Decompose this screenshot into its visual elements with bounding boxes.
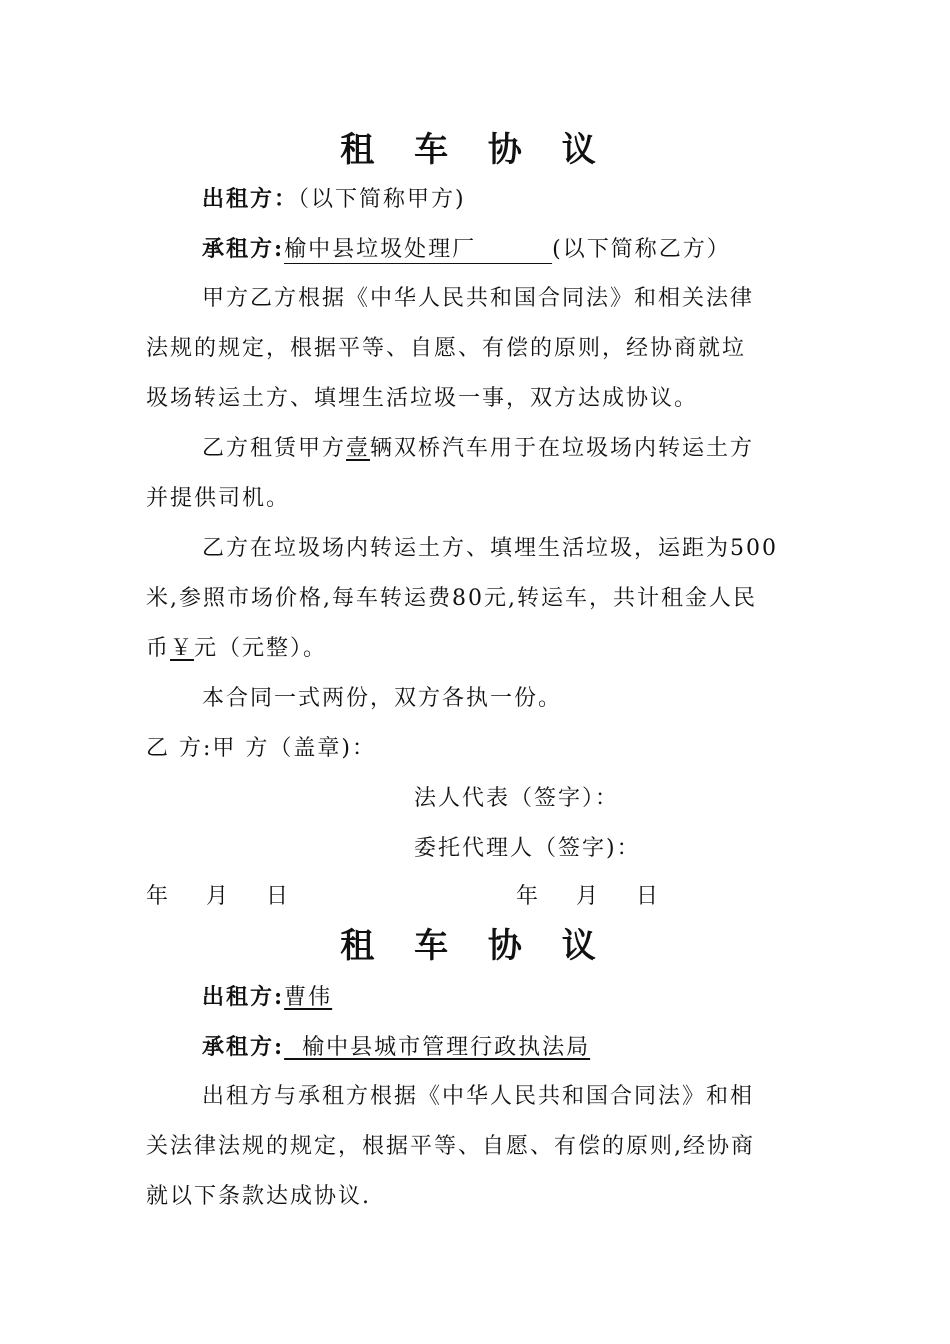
doc1-para1-line3: 圾场转运土方、填埋生活垃圾一事，双方达成协议。 bbox=[146, 386, 699, 411]
doc1-para1-line1: 甲方乙方根据《中华人民共和国合同法》和相关法律 bbox=[202, 286, 755, 311]
doc2-para1-line1: 出租方与承租方根据《中华人民共和国合同法》和相 bbox=[202, 1084, 755, 1109]
doc1-date-left: 年 月 日 bbox=[146, 884, 290, 909]
doc1-para2-line1 bbox=[202, 434, 816, 464]
doc2-lessor-value: 曹伟 bbox=[284, 985, 333, 1010]
doc1-para3-line1: 乙方在垃圾场内转运土方、填埋生活垃圾，运距为500 bbox=[202, 536, 778, 561]
doc1-para2-line2: 并提供司机。 bbox=[146, 486, 291, 511]
doc1-para3-line3 bbox=[146, 634, 816, 664]
doc2-lessee-value: 榆中县城市管理行政执法局 bbox=[284, 1035, 591, 1060]
doc2-lessee-line bbox=[202, 1032, 816, 1063]
doc2-lessor-line bbox=[202, 982, 816, 1013]
doc2-title: 租 车 协 议 bbox=[340, 926, 610, 966]
doc1-para1-line2: 法规的规定，根据平等、自愿、有偿的原则，经协商就垃 bbox=[146, 336, 747, 361]
doc1-para4: 本合同一式两份，双方各执一份。 bbox=[202, 686, 563, 711]
doc2-lessor-label: 出租方: bbox=[202, 984, 285, 1010]
doc1-lessee-suffix: (以下简称乙方） bbox=[552, 237, 731, 262]
doc2-lessee-label: 承租方: bbox=[202, 1034, 285, 1060]
doc1-lessor-label: 出租方： bbox=[202, 186, 299, 212]
doc1-lessee-value: 榆中县垃圾处理厂 bbox=[284, 237, 552, 264]
doc1-party-line: 乙 方:甲 方（盖章)： bbox=[146, 736, 376, 761]
doc1-vehicle-count: 壹 bbox=[346, 436, 371, 461]
doc1-lessee-label: 承租方: bbox=[202, 236, 285, 262]
doc1-title: 租 车 协 议 bbox=[340, 130, 610, 170]
doc1-lessee-line bbox=[202, 234, 816, 265]
doc2-para1-line3: 就以下条款达成协议. bbox=[146, 1184, 371, 1209]
doc1-lessor-value: （以下简称甲方) bbox=[298, 187, 466, 212]
doc1-date-right: 年 月 日 bbox=[516, 884, 660, 909]
doc1-currency-label: 币 bbox=[146, 636, 171, 661]
doc1-lessor-line bbox=[202, 184, 816, 215]
doc1-para2-text-a: 乙方租赁甲方 bbox=[202, 436, 347, 461]
doc1-para3-line2: 米,参照市场价格,每车转运费80元,转运车，共计租金人民 bbox=[146, 586, 757, 611]
doc1-amount-text: 元（元整）。 bbox=[194, 636, 328, 661]
doc1-legal-rep: 法人代表（签字）： bbox=[414, 786, 620, 811]
doc1-para2-text-c: 辆双桥汽车用于在垃圾场内转运土方 bbox=[370, 436, 755, 461]
doc1-agent: 委托代理人（签字)： bbox=[414, 836, 641, 861]
doc2-para1-line2: 关法律法规的规定，根据平等、自愿、有偿的原则,经协商 bbox=[146, 1134, 755, 1159]
doc1-yuan-sign: ￥ bbox=[170, 636, 195, 661]
